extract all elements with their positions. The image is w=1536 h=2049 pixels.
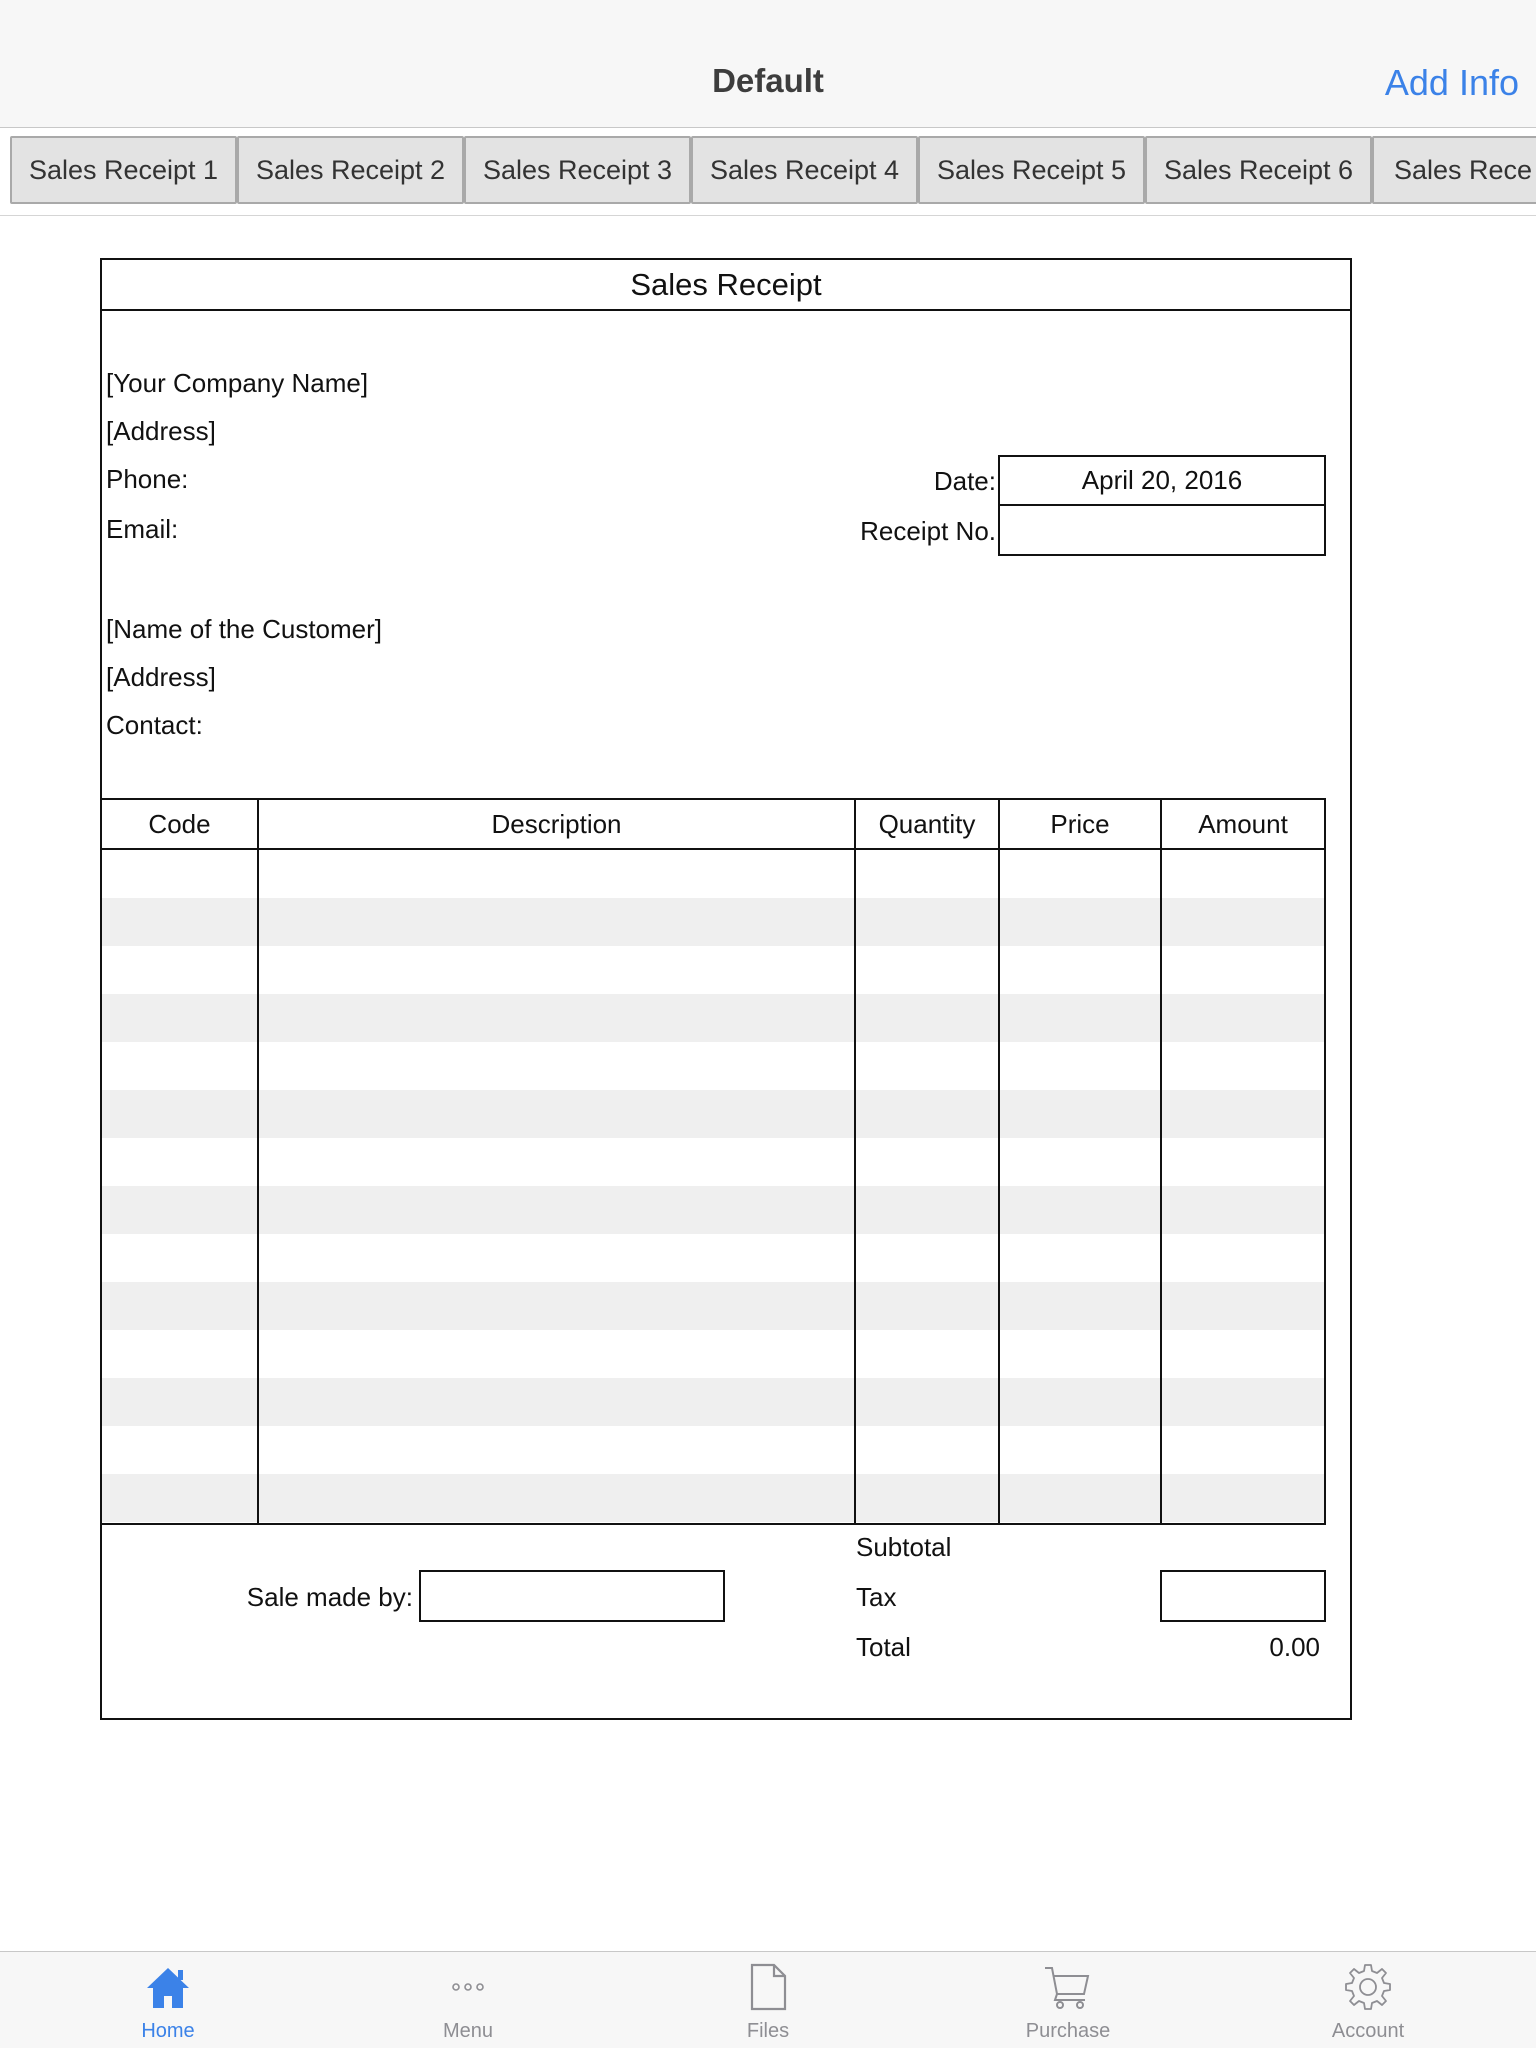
tab-sales-receipt-5[interactable]: Sales Receipt 5: [918, 136, 1145, 204]
line-items-rows[interactable]: [102, 850, 1324, 1522]
line-items-table: [102, 798, 1326, 1525]
table-row[interactable]: [102, 1234, 1324, 1282]
table-row[interactable]: [102, 1426, 1324, 1474]
column-divider: [854, 800, 856, 1523]
sale-made-by-label: Sale made by:: [246, 1582, 413, 1612]
bottom-tab-bar: [0, 1951, 1536, 2048]
company-name[interactable]: [Your Company Name]: [106, 368, 369, 398]
email-label[interactable]: Email:: [106, 514, 179, 544]
tab-sales-receipt-1[interactable]: Sales Receipt 1: [10, 136, 237, 204]
header-price: Price: [1050, 809, 1110, 839]
tabbar-menu[interactable]: [368, 1952, 568, 2049]
gear-icon: [1343, 1962, 1393, 2012]
table-row[interactable]: [102, 994, 1324, 1042]
add-info-button[interactable]: Add Info: [1384, 62, 1519, 103]
table-row[interactable]: [102, 1330, 1324, 1378]
table-row[interactable]: [102, 1042, 1324, 1090]
date-field[interactable]: April 20, 2016: [998, 455, 1326, 506]
tax-label: Tax: [856, 1582, 897, 1612]
table-header: [102, 800, 1324, 850]
tabbar-files[interactable]: [668, 1952, 868, 2049]
navigation-bar: [0, 0, 1536, 128]
header-code: Code: [148, 809, 211, 839]
receipt-no-label: Receipt No.: [860, 516, 996, 546]
receipt-title[interactable]: Sales Receipt: [102, 260, 1350, 311]
total-value[interactable]: 0.00: [1269, 1632, 1320, 1662]
table-row[interactable]: [102, 1474, 1324, 1522]
tab-sales-receipt-7[interactable]: Sales Rece: [1372, 136, 1536, 204]
tabbar-menu-label: Menu: [442, 2020, 494, 2042]
tabbar-account[interactable]: [1268, 1952, 1468, 2049]
table-row[interactable]: [102, 898, 1324, 946]
phone-label[interactable]: Phone:: [106, 464, 189, 494]
file-icon: [743, 1962, 793, 2012]
table-row[interactable]: [102, 1090, 1324, 1138]
tab-sales-receipt-6[interactable]: Sales Receipt 6: [1145, 136, 1372, 204]
column-divider: [257, 800, 259, 1523]
total-label: Total: [856, 1632, 911, 1662]
contact-label[interactable]: Contact:: [106, 710, 203, 740]
tab-sales-receipt-3[interactable]: Sales Receipt 3: [464, 136, 691, 204]
home-icon: [143, 1962, 193, 2012]
subtotal-label: Subtotal: [856, 1532, 952, 1562]
receipt-no-field[interactable]: [998, 504, 1326, 556]
header-description: Description: [491, 809, 622, 839]
customer-address[interactable]: [Address]: [106, 662, 216, 692]
tabbar-purchase-label: Purchase: [1025, 2020, 1111, 2042]
tabbar-home[interactable]: [68, 1952, 268, 2049]
tabbar-purchase[interactable]: [968, 1952, 1168, 2049]
cart-icon: [1043, 1962, 1093, 2012]
tabbar-files-label: Files: [746, 2020, 790, 2042]
receipt-sheet: [100, 258, 1352, 1720]
customer-name[interactable]: [Name of the Customer]: [106, 614, 382, 644]
table-row[interactable]: [102, 1378, 1324, 1426]
table-row[interactable]: [102, 946, 1324, 994]
header-amount: Amount: [1198, 809, 1288, 839]
header-quantity: Quantity: [878, 809, 976, 839]
tab-sales-receipt-2[interactable]: Sales Receipt 2: [237, 136, 464, 204]
table-row[interactable]: [102, 1282, 1324, 1330]
tabbar-account-label: Account: [1331, 2020, 1405, 2042]
company-address[interactable]: [Address]: [106, 416, 216, 446]
column-divider: [1160, 800, 1162, 1523]
sale-made-by-field[interactable]: [419, 1570, 725, 1622]
date-label: Date:: [933, 466, 996, 496]
tax-field[interactable]: [1160, 1570, 1326, 1622]
table-row[interactable]: [102, 850, 1324, 898]
tab-sales-receipt-4[interactable]: Sales Receipt 4: [691, 136, 918, 204]
sheet-tab-strip[interactable]: [0, 128, 1536, 216]
sheet-tabs: [10, 136, 1536, 204]
more-icon: [443, 1962, 493, 2012]
tabbar-home-label: Home: [141, 2020, 195, 2042]
table-row[interactable]: [102, 1186, 1324, 1234]
table-row[interactable]: [102, 1138, 1324, 1186]
nav-title: Default: [712, 62, 824, 99]
column-divider: [998, 800, 1000, 1523]
